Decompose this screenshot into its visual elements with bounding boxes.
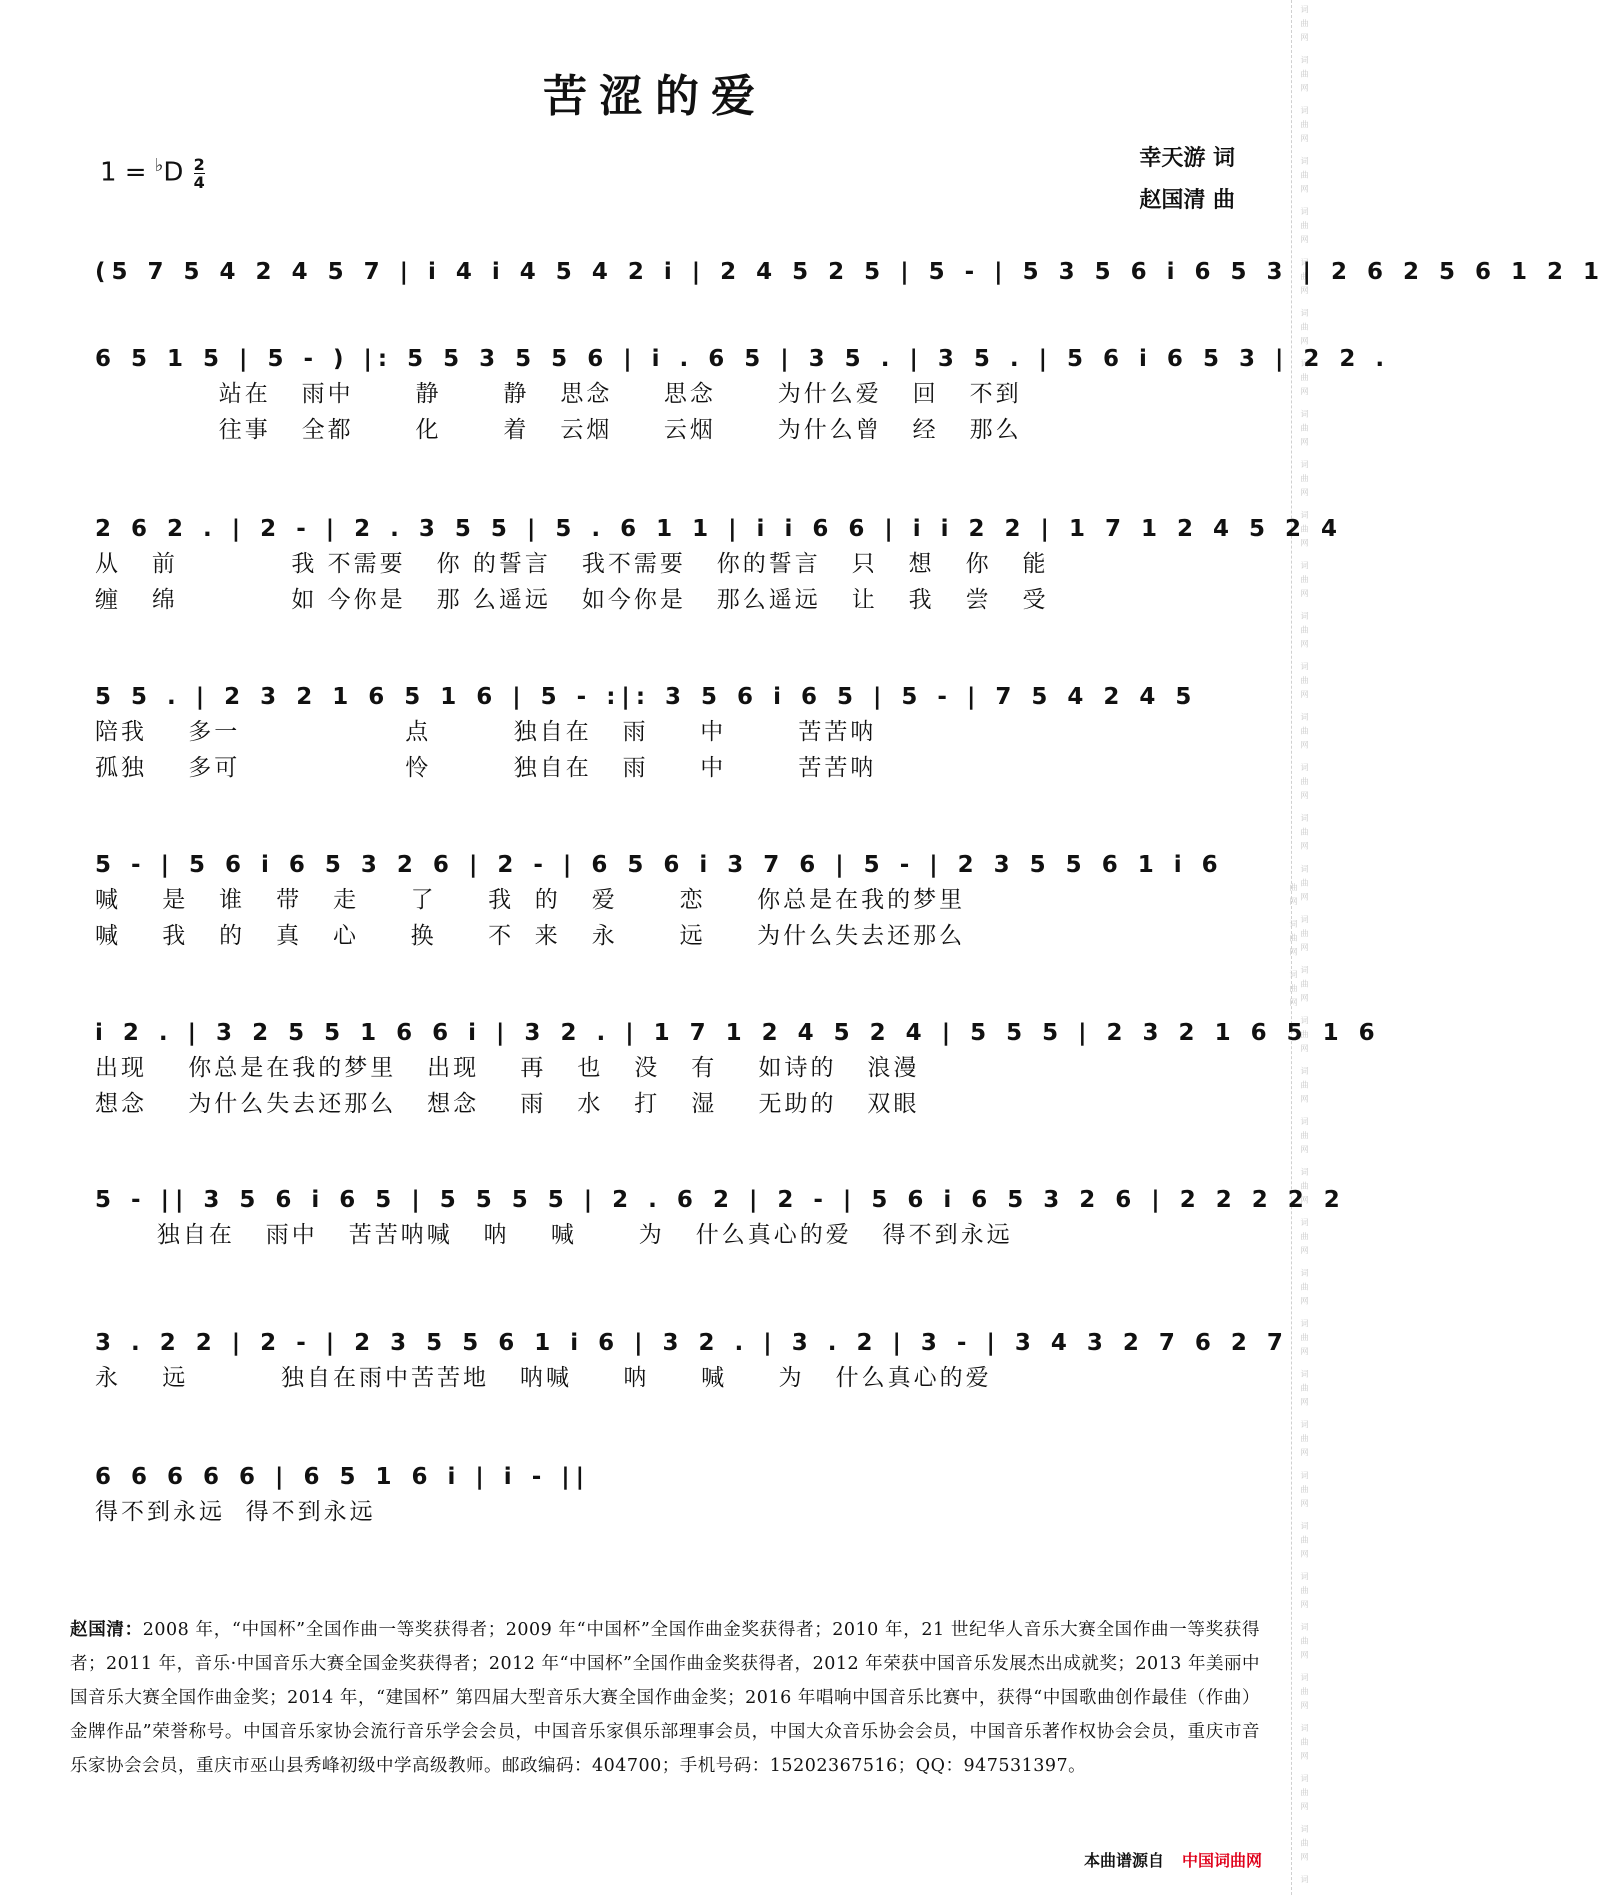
lyric-line-2: 往事 全都 化 着 云烟 云烟 为什么曾 经 那么 [95,417,1022,443]
site-brand: 中国词曲网 [1181,1851,1262,1870]
lyric-line-1: 陪我 多一 点 独自在 雨 中 苦苦呐 [95,719,877,745]
score-system-1 [95,255,1605,289]
score-system-6 [95,1016,1381,1122]
source-footer [1084,1848,1262,1871]
notation-line: 6 5 1 5 | 5 - ) |: 5 5 3 5 5 6 | i . 6 5 | 3 5 . | 3 5 . | 5 6 i 6 5 3 | 2 2 . [95,346,1391,372]
score-system-4 [95,680,1235,786]
notation-line: 5 5 . | 2 3 2 1 6 5 1 6 | 5 - :|: 3 5 6 i 6 5 | 5 - | 7 5 4 2 4 5 [95,684,1198,710]
song-title: 苦涩的爱 [543,71,767,122]
time-signature [194,156,205,191]
watermark-text: 词曲网 词曲网 词曲网 词曲网 词曲网 词曲网 词曲网 词曲网 词曲网 词曲网 词曲网 词曲网 词曲网 词曲网 词曲网 词曲网 词曲网 词曲网 词曲网 词曲网 词曲网 词曲网 词曲网 词曲网 词曲网 词曲网 词曲网 词曲网 词曲网 词曲网 词曲网 词曲网 词曲网 词曲网 词曲网 词曲网 词曲网 词曲网 词曲网 词曲网 [1289,5,1309,1890]
score-system-5 [95,848,1235,954]
lyric-line-1: 站在 雨中 静 静 思念 思念 为什么爱 回 不到 [95,381,1022,407]
bio-name: 赵国清： [70,1620,143,1640]
score-system-2 [95,342,1391,448]
key-prefix: 1 = [100,157,155,188]
composer: 赵国清 曲 [1139,188,1235,213]
notation-line: 5 - || 3 5 6 i 6 5 | 5 5 5 5 | 2 . 6 2 | 2 - | 5 6 i 6 5 3 2 6 | 2 2 2 2 2 [95,1187,1346,1213]
bio-text: 2008 年，“中国杯”全国作曲一等奖获得者；2009 年“中国杯”全国作曲金奖获得者；2010 年，21 世纪华人音乐大赛全国作曲一等奖获得者；2011 年，音乐·中国音乐大赛全国金奖获得者；2012 年“中国杯”全国作曲金奖获得者，2012 年荣获中国音乐发展杰出成就奖；2013 年美丽中国音乐大赛全国作曲金奖；2014 年，“建国杯” 第四届大型音乐大赛全国作曲金奖；2016 年唱响中国音乐比赛中，获得“中国歌曲创作最佳（作曲）金牌作品”荣誉称号。中国音乐家协会流行音乐学会会员，中国音乐家俱乐部理事会员，中国大众音乐协会会员，中国音乐著作权协会会员，重庆市音乐家协会会员，重庆市巫山县秀峰初级中学高级教师。邮政编码：404700；手机号码：15202367516；QQ：947531397。 [70,1620,1260,1776]
lyric-line-2: 孤独 多可 怜 独自在 雨 中 苦苦呐 [95,755,877,781]
meter-bottom: 4 [193,172,205,192]
flat-sign: ♭ [154,155,164,176]
source-label: 本曲谱源自 [1083,1851,1164,1870]
lyric-line-2: 想念 为什么失去还那么 想念 雨 水 打 湿 无助的 双眼 [95,1091,920,1117]
notation-line: 2 6 2 . | 2 - | 2 . 3 5 5 | 5 . 6 1 1 | i i 6 6 | i i 2 2 | 1 7 1 2 4 5 2 4 [95,516,1344,542]
lyric-line-1: 出现 你总是在我的梦里 出现 再 也 没 有 如诗的 浪漫 [95,1055,920,1081]
score-system-9 [95,1460,1235,1530]
notation-line: 3 . 2 2 | 2 - | 2 3 5 5 6 1 i 6 | 3 2 . | 3 . 2 | 3 - | 3 4 3 2 7 6 2 7 [95,1330,1289,1356]
score-system-8 [95,1326,1289,1396]
notation-line: 5 - | 5 6 i 6 5 3 2 6 | 2 - | 6 5 6 i 3 7 6 | 5 - | 2 3 5 5 6 1 i 6 [95,852,1224,878]
notation-line: 6 6 6 6 6 | 6 5 1 6 i | i - || [95,1464,591,1490]
score-system-3 [95,512,1344,618]
lyric-line-1: 喊 是 谁 带 走 了 我 的 爱 恋 你总是在我的梦里 [95,887,966,913]
lyric-line-1: 永 远 独自在雨中苦苦地 呐喊 呐 喊 为 什么真心的爱 [95,1365,992,1391]
key-note: D [163,157,184,188]
lyricist: 幸天游 词 [1139,146,1235,171]
notation-line: (5 7 5 4 2 4 5 7 | i 4 i 4 5 4 2 i | 2 4 5 2 5 | 5 - | 5 3 5 6 i 6 5 3 | 2 6 2 5 6 1 2 1 [95,259,1605,285]
meter-top: 2 [193,154,205,174]
score-system-7 [95,1183,1346,1253]
key-signature [100,155,205,191]
composer-bio [70,1613,1260,1783]
lyric-line-2: 喊 我 的 真 心 换 不 来 永 远 为什么失去还那么 [95,923,966,949]
lyric-line-1: 从 前 我 不需要 你 的誓言 我不需要 你的誓言 只 想 你 能 [95,551,1049,577]
credits [1139,138,1235,222]
lyric-line-1: 得不到永远 得不到永远 [95,1499,376,1525]
notation-line: i 2 . | 3 2 5 5 1 6 6 i | 3 2 . | 1 7 1 2 4 5 2 4 | 5 5 5 | 2 3 2 1 6 5 1 6 [95,1020,1381,1046]
lyric-line-1: 独自在 雨中 苦苦呐喊 呐 喊 为 什么真心的爱 得不到永远 [95,1222,1013,1248]
lyric-line-2: 缠 绵 如 今你是 那 么遥远 如今你是 那么遥远 让 我 尝 受 [95,587,1049,613]
